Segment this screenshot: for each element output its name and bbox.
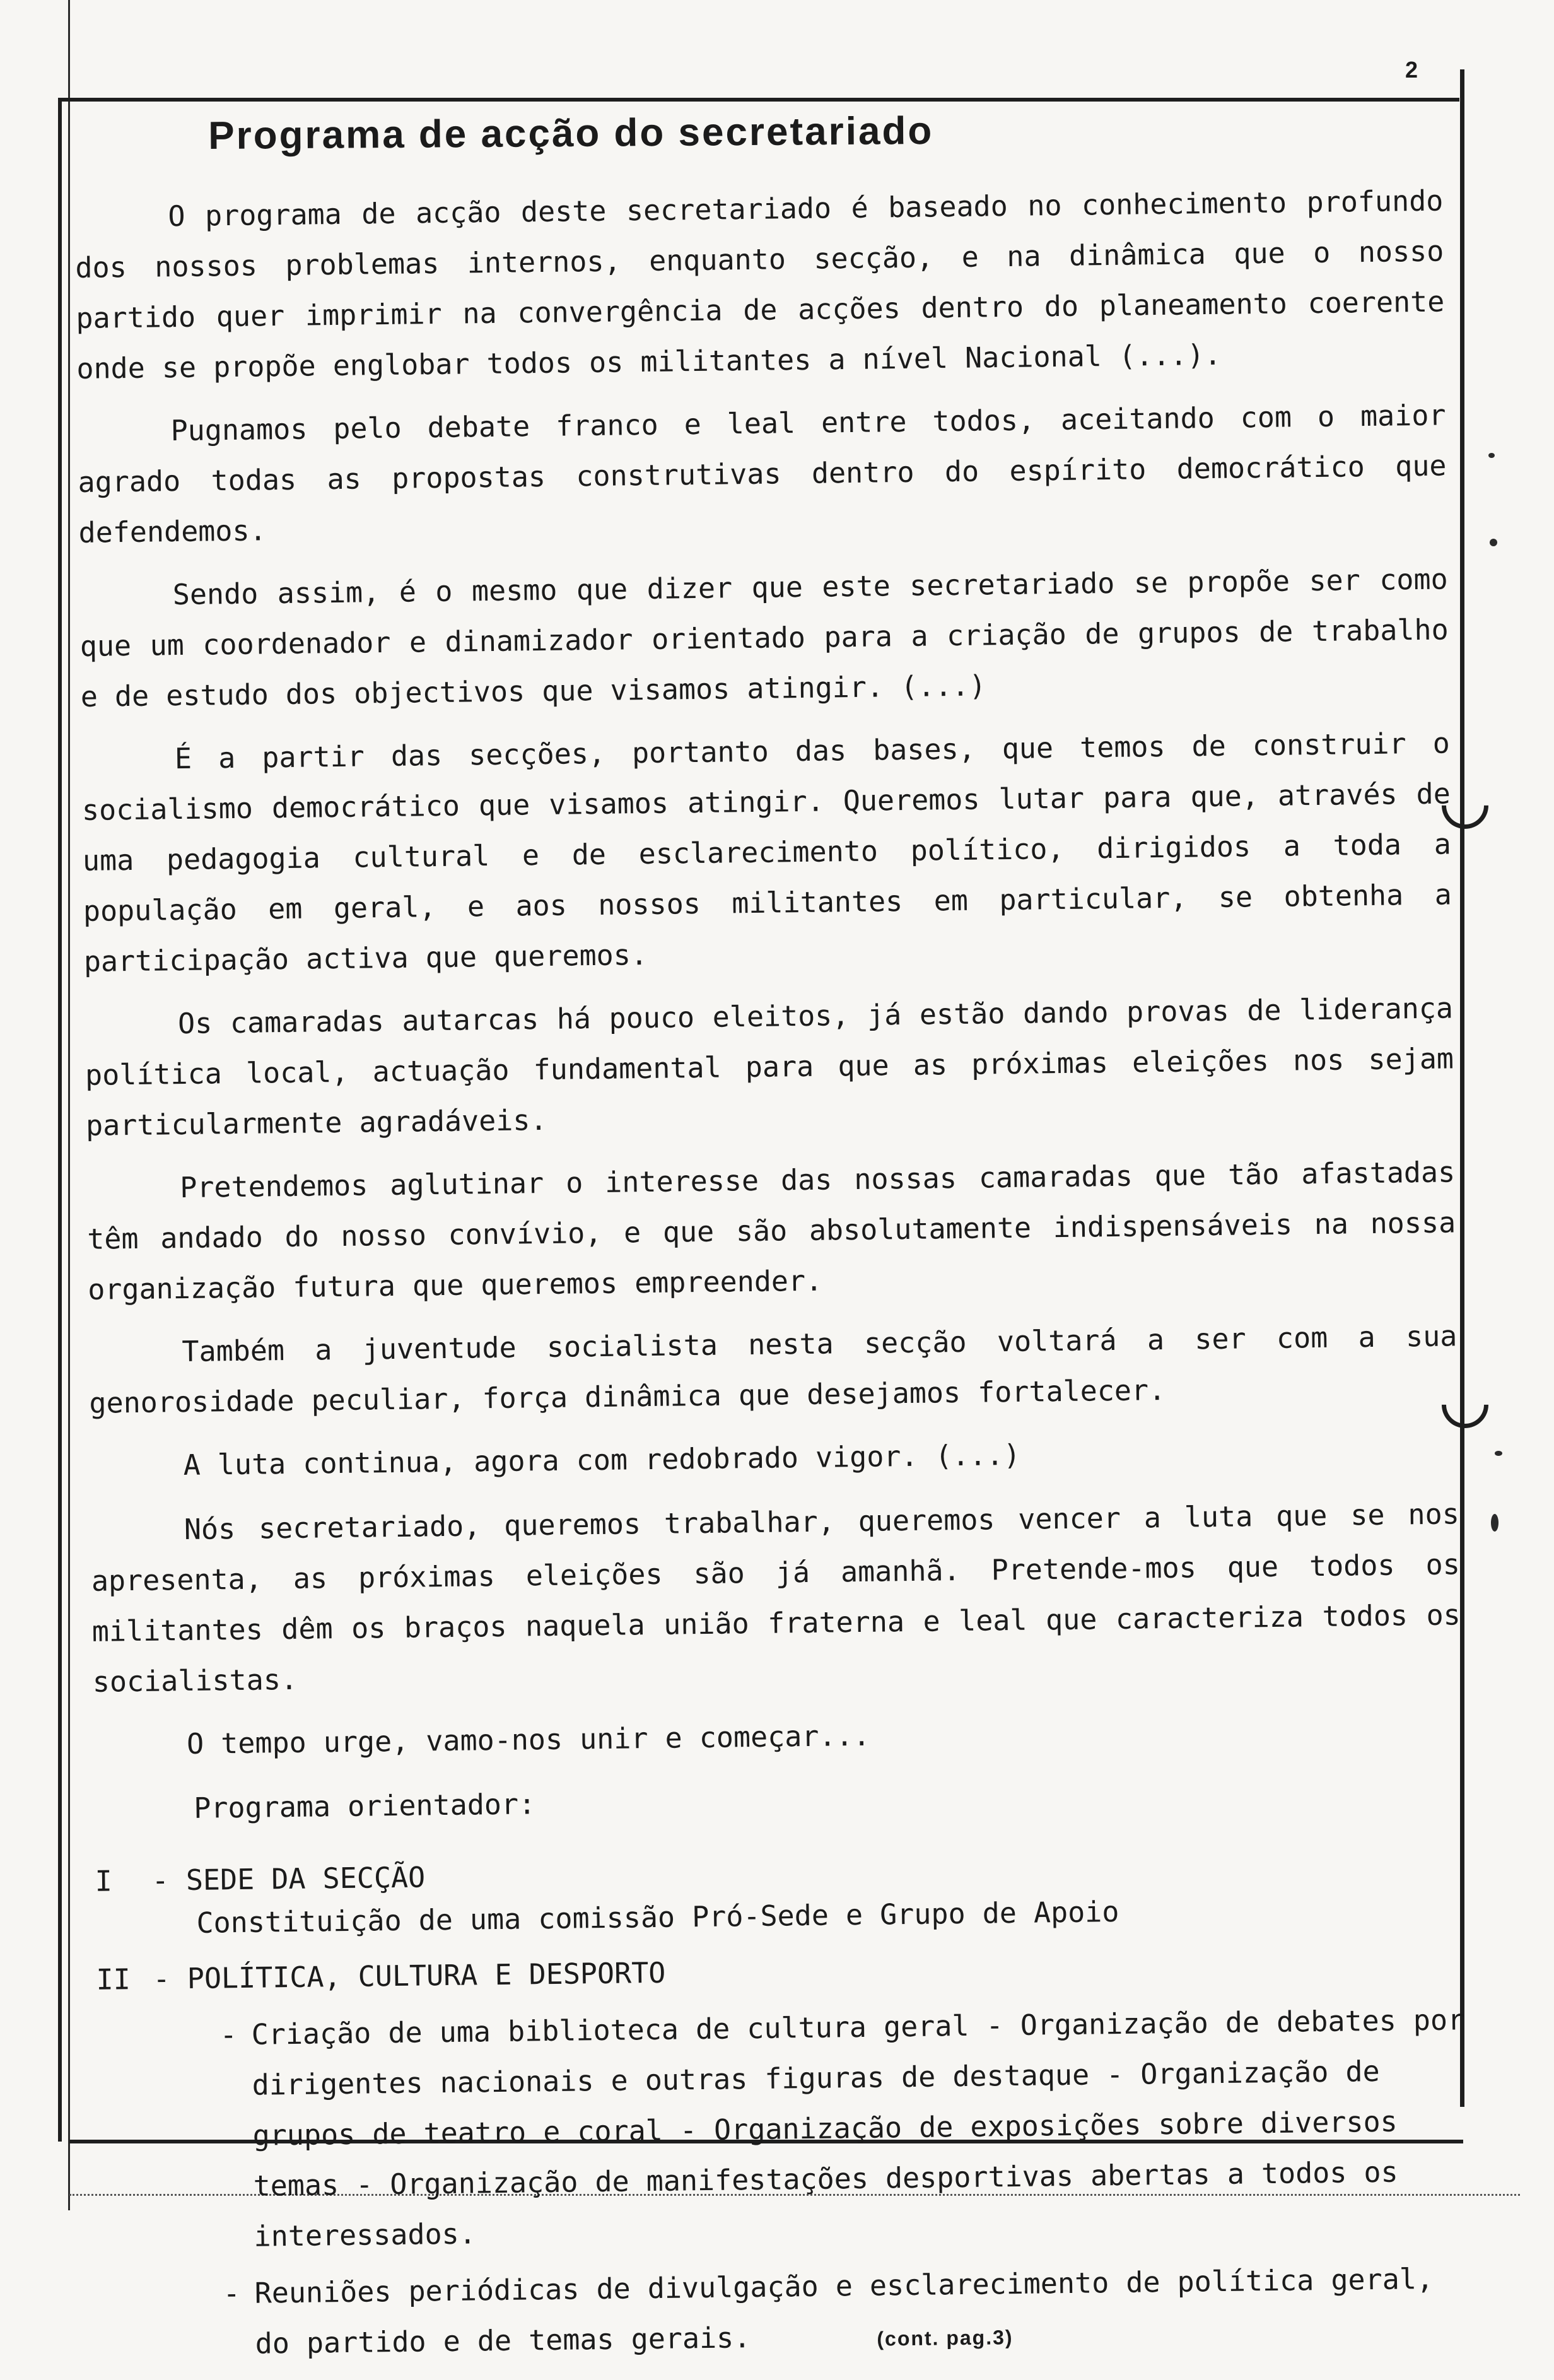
paragraph: Nós secretariado, queremos trabalhar, queremos vencer a luta que se nos apresenta, as próximas eleições são já amanhã. Pretende-mos que todos os militantes dêm os braços naquela união fraterna e leal que caracteriza todos os socialistas. xyxy=(91,1497,1461,1699)
ink-mark xyxy=(1495,1451,1502,1456)
left-margin-rule xyxy=(68,0,70,2210)
outline-section-2 xyxy=(96,1938,1465,2005)
list-item-text: Reuniões periódicas de divulgação e esclarecimento de política geral, do partido e de temas gerais. xyxy=(254,2261,1434,2360)
paragraph: Pretendemos aglutinar o interesse das nossas camaradas que tão afastadas têm andado do nosso convívio, e que são absolutamente indispensáveis na nossa organização futura que queremos empreender. xyxy=(86,1155,1456,1306)
section-heading: - POLÍTICA, CULTURA E DESPORTO xyxy=(153,1955,666,1996)
document-body xyxy=(74,175,1469,2379)
paragraph: É a partir das secções, portanto das bases, que temos de construir o socialismo democrático que visamos atingir. Queremos lutar para que, através de uma pedagogia cultural e de esclarecimento político, dirigidos a toda a população em geral, e aos nossos militantes em particular, se obtenha a participação activa que queremos. xyxy=(81,726,1452,978)
ink-mark xyxy=(1490,539,1497,546)
frame-left-border xyxy=(58,98,62,2142)
list-dash: - xyxy=(223,2277,241,2311)
frame-top-border xyxy=(58,98,1459,102)
list-item-text: Criação de uma biblioteca de cultura geral - Organização de debates por dirigentes nacionais e outras figuras de destaque - Organização de grupos de teatro e coral - Organização de exposições sobre diversos temas - Organização de manifestações desportivas abertas a todos os interessados. xyxy=(251,2003,1465,2253)
paragraph-line: A luta continua, agora com redobrado vigor. (...) xyxy=(183,1438,1021,1482)
closing-line: O tempo urge, vamo-nos unir e começar... xyxy=(186,1718,871,1761)
continuation-note: (cont. pag.3) xyxy=(877,2326,1014,2350)
list-item-content xyxy=(254,2253,1469,2372)
paragraph: Também a juventude socialista nesta secção voltará a ser com a sua genorosidade peculiar, força dinâmica que desejamos fortalecer. xyxy=(89,1319,1458,1420)
section-detail: Constituição de uma comissão Pró-Sede e Grupo de Apoio xyxy=(196,1894,1119,1940)
page-title: Programa de acção do secretariado xyxy=(208,108,934,158)
roman-numeral: I xyxy=(95,1864,113,1898)
ink-mark xyxy=(1488,453,1495,458)
list-item xyxy=(223,2253,1469,2372)
list-item xyxy=(219,1995,1468,2262)
paragraph: Sendo assim, é o mesmo que dizer que este secretariado se propõe ser como que um coordenador e dinamizador orientado para a criação de grupos de trabalho e de estudo dos objectivos que visamos atingir. (...) xyxy=(79,562,1449,713)
program-label: Programa orientador: xyxy=(193,1787,536,1825)
paragraph: Os camaradas autarcas há pouco eleitos, já estão dando provas de liderança política local, actuação fundamental para que as próximas eleições nos sejam particularmente agradáveis. xyxy=(85,991,1454,1142)
roman-numeral: II xyxy=(96,1962,131,1996)
program-outline xyxy=(95,1839,1469,2373)
paragraph: O programa de acção deste secretariado é baseado no conhecimento profundo dos nossos problemas internos, enquanto secção, e na dinâmica que o nosso partido quer imprimir na convergência de acções dentro do planeamento coerente onde se propõe englobar todos os militantes a nível Nacional (...). xyxy=(75,184,1445,385)
paragraph: Pugnamos pelo debate franco e leal entre todos, aceitando com o maior agrado todas as propostas construtivas dentro do espírito democrático que defendemos. xyxy=(78,398,1447,549)
ink-mark xyxy=(1491,1514,1499,1532)
list-dash: - xyxy=(219,2018,238,2052)
page-number: 2 xyxy=(1405,57,1418,83)
section-heading: - SEDE DA SECÇÃO xyxy=(151,1860,426,1897)
